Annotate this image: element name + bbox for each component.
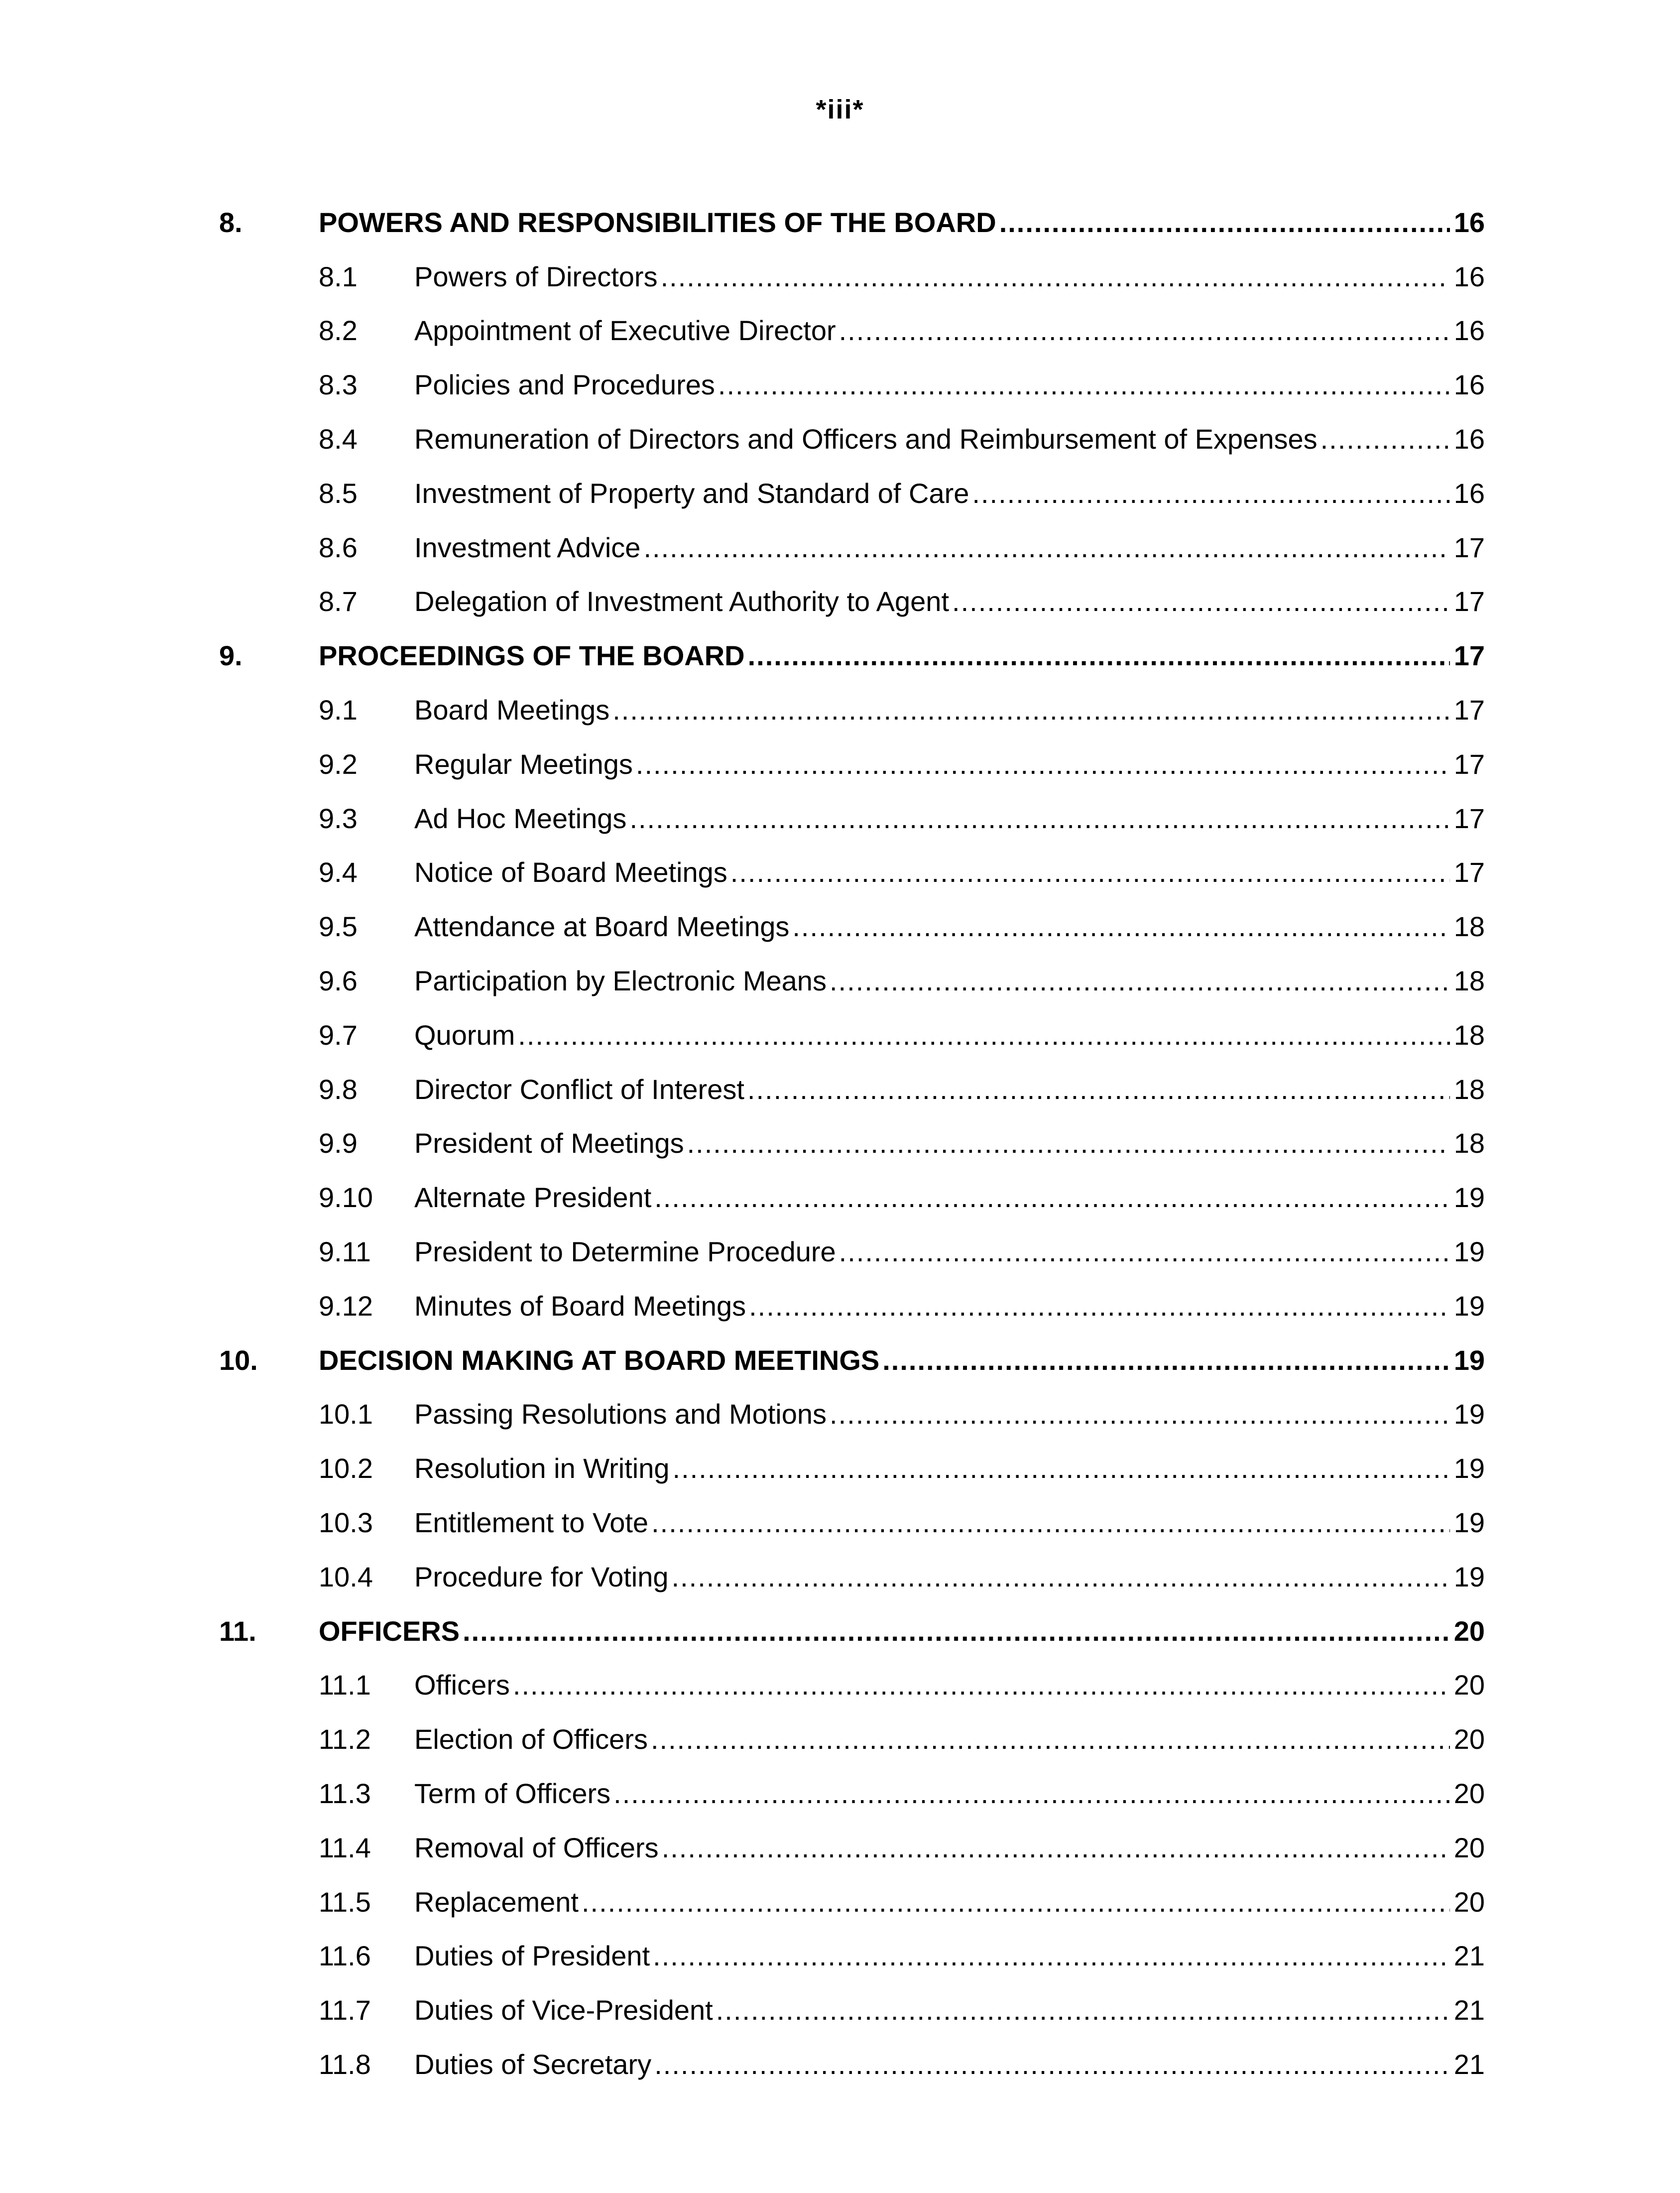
toc-entry-line (414, 1126, 1485, 1161)
toc-subsection-entry[interactable] (0, 359, 1680, 413)
toc-entry-number: 9. (219, 640, 242, 672)
toc-subsection-entry[interactable] (0, 1768, 1680, 1822)
toc-entry-page: 18 (1453, 1019, 1485, 1051)
toc-subsection-entry[interactable] (0, 305, 1680, 360)
toc-entry-page: 16 (1453, 260, 1485, 292)
toc-subsection-entry[interactable] (0, 468, 1680, 522)
toc-entry-title: PROCEEDINGS OF THE BOARD (319, 640, 745, 672)
toc-entry-line (414, 1180, 1485, 1215)
toc-dot-leader (661, 259, 1450, 294)
toc-dot-leader (830, 964, 1450, 998)
toc-dot-leader (792, 909, 1449, 944)
toc-entry-line (414, 693, 1485, 728)
toc-dot-leader (716, 1993, 1450, 2028)
toc-entry-number: 9.11 (319, 1235, 371, 1267)
toc-section-entry[interactable] (0, 1605, 1680, 1660)
toc-entry-number: 9.7 (319, 1019, 358, 1051)
toc-entry-title: Officers (414, 1669, 510, 1701)
toc-dot-leader (653, 1939, 1450, 1973)
toc-entry-number: 10.3 (319, 1506, 373, 1538)
toc-dot-leader (673, 1451, 1450, 1486)
toc-dot-leader (999, 205, 1450, 240)
toc-entry-page: 18 (1453, 1073, 1485, 1105)
toc-entry-title: POWERS AND RESPONSIBILITIES OF THE BOARD (319, 206, 996, 238)
toc-entry-line (414, 1776, 1485, 1811)
toc-entry-title: Alternate President (414, 1182, 652, 1214)
toc-subsection-entry[interactable] (0, 1009, 1680, 1064)
toc-dot-leader (613, 1776, 1450, 1811)
toc-dot-leader (582, 1885, 1450, 1920)
toc-entry-title: Duties of President (414, 1940, 650, 1972)
toc-entry-line (414, 747, 1485, 782)
toc-dot-leader (839, 1234, 1450, 1269)
toc-entry-title: Delegation of Investment Authority to Agent (414, 586, 950, 617)
toc-subsection-entry[interactable] (0, 1064, 1680, 1118)
toc-entry-title: OFFICERS (319, 1615, 460, 1647)
toc-subsection-entry[interactable] (0, 1931, 1680, 1985)
toc-entry-page: 19 (1453, 1344, 1485, 1376)
toc-entry-number: 9.2 (319, 748, 358, 780)
toc-entry-number: 11.1 (319, 1669, 371, 1701)
toc-dot-leader (718, 367, 1450, 402)
toc-entry-title: Notice of Board Meetings (414, 856, 727, 888)
toc-entry-page: 17 (1453, 748, 1485, 780)
toc-entry-line (414, 313, 1485, 348)
toc-entry-title: Ad Hoc Meetings (414, 802, 627, 834)
toc-subsection-entry[interactable] (0, 1226, 1680, 1280)
toc-entry-title: Duties of Vice-President (414, 1994, 713, 2026)
toc-section-entry[interactable] (0, 1335, 1680, 1389)
toc-dot-leader (1320, 422, 1450, 457)
toc-subsection-entry[interactable] (0, 1713, 1680, 1768)
toc-entry-number: 10.4 (319, 1561, 373, 1592)
toc-subsection-entry[interactable] (0, 1660, 1680, 1714)
toc-entry-number: 10.2 (319, 1453, 373, 1484)
toc-entry-page: 20 (1453, 1615, 1485, 1647)
toc-entry-page: 19 (1453, 1506, 1485, 1538)
toc-entry-page: 17 (1453, 640, 1485, 672)
toc-entry-title: DECISION MAKING AT BOARD MEETINGS (319, 1344, 880, 1376)
toc-entry-title: Investment of Property and Standard of Care (414, 477, 969, 509)
toc-subsection-entry[interactable] (0, 955, 1680, 1009)
toc-entry-page: 16 (1453, 315, 1485, 347)
toc-entry-title: Minutes of Board Meetings (414, 1290, 746, 1322)
toc-entry-number: 8.6 (319, 531, 358, 563)
table-of-contents (0, 197, 1680, 2093)
toc-dot-leader (749, 1289, 1450, 1324)
toc-dot-leader (747, 1072, 1450, 1107)
toc-subsection-entry[interactable] (0, 576, 1680, 630)
toc-entry-title: Regular Meetings (414, 748, 633, 780)
toc-entry-title: Board Meetings (414, 694, 610, 726)
toc-subsection-entry[interactable] (0, 1822, 1680, 1876)
toc-entry-number: 11. (219, 1615, 256, 1647)
toc-entry-number: 8.2 (319, 315, 358, 347)
toc-entry-title: Policies and Procedures (414, 369, 715, 401)
toc-entry-page: 17 (1453, 856, 1485, 888)
toc-entry-page: 20 (1453, 1831, 1485, 1863)
toc-entry-page: 19 (1453, 1182, 1485, 1214)
toc-entry-number: 8. (219, 206, 242, 238)
toc-subsection-entry[interactable] (0, 251, 1680, 305)
toc-entry-number: 9.1 (319, 694, 358, 726)
toc-entry-page: 18 (1453, 911, 1485, 943)
toc-entry-number: 9.6 (319, 965, 358, 996)
toc-entry-line (414, 1830, 1485, 1865)
toc-entry-title: Director Conflict of Interest (414, 1073, 744, 1105)
toc-subsection-entry[interactable] (0, 684, 1680, 738)
toc-entry-line (414, 476, 1485, 511)
toc-entry-line (414, 1885, 1485, 1920)
toc-subsection-entry[interactable] (0, 1984, 1680, 2039)
toc-entry-page: 19 (1453, 1398, 1485, 1430)
toc-dot-leader (654, 1180, 1449, 1215)
toc-entry-title: Powers of Directors (414, 260, 658, 292)
toc-entry-number: 9.10 (319, 1182, 373, 1214)
toc-dot-leader (672, 1560, 1450, 1594)
toc-entry-number: 11.4 (319, 1831, 371, 1863)
toc-entry-line (414, 964, 1485, 998)
toc-section-entry[interactable] (0, 197, 1680, 251)
toc-subsection-entry[interactable] (0, 901, 1680, 955)
toc-entry-line (414, 1072, 1485, 1107)
toc-entry-number: 8.5 (319, 477, 358, 509)
toc-entry-line (414, 259, 1485, 294)
toc-entry-line (414, 909, 1485, 944)
toc-subsection-entry[interactable] (0, 847, 1680, 901)
toc-entry-line (414, 1397, 1485, 1432)
toc-entry-title: Passing Resolutions and Motions (414, 1398, 827, 1430)
toc-entry-number: 9.3 (319, 802, 358, 834)
toc-subsection-entry[interactable] (0, 1876, 1680, 1931)
toc-dot-leader (651, 1505, 1450, 1540)
toc-dot-leader (513, 1668, 1450, 1703)
toc-entry-page: 20 (1453, 1669, 1485, 1701)
toc-entry-title: Appointment of Executive Director (414, 315, 836, 347)
toc-entry-title: Election of Officers (414, 1723, 648, 1755)
toc-entry-line (414, 584, 1485, 619)
toc-entry-page: 20 (1453, 1723, 1485, 1755)
toc-entry-title: Procedure for Voting (414, 1561, 669, 1592)
toc-entry-title: Entitlement to Vote (414, 1506, 649, 1538)
toc-entry-number: 9.8 (319, 1073, 358, 1105)
toc-dot-leader (972, 476, 1449, 511)
toc-entry-page: 20 (1453, 1886, 1485, 1918)
toc-section-entry[interactable] (0, 630, 1680, 684)
toc-entry-number: 11.7 (319, 1994, 371, 2026)
toc-subsection-entry[interactable] (0, 1172, 1680, 1226)
toc-entry-title: Participation by Electronic Means (414, 965, 827, 996)
toc-dot-leader (952, 584, 1450, 619)
toc-dot-leader (882, 1343, 1449, 1378)
toc-entry-title: Resolution in Writing (414, 1453, 670, 1484)
toc-subsection-entry[interactable] (0, 1551, 1680, 1605)
toc-entry-number: 9.9 (319, 1127, 358, 1159)
toc-dot-leader (662, 1830, 1450, 1865)
toc-entry-title: Remuneration of Directors and Officers and Reimbursement of Expenses (414, 423, 1318, 455)
toc-entry-line (414, 1289, 1485, 1324)
toc-entry-line (414, 801, 1485, 836)
toc-entry-line (319, 1614, 1485, 1649)
toc-subsection-entry[interactable] (0, 793, 1680, 847)
toc-entry-page: 17 (1453, 586, 1485, 617)
toc-dot-leader (748, 638, 1450, 673)
toc-dot-leader (654, 2047, 1450, 2082)
toc-entry-title: Attendance at Board Meetings (414, 911, 790, 943)
toc-dot-leader (643, 530, 1449, 565)
toc-entry-title: Term of Officers (414, 1777, 611, 1809)
toc-entry-line (414, 855, 1485, 890)
toc-entry-page: 16 (1453, 477, 1485, 509)
toc-subsection-entry[interactable] (0, 1443, 1680, 1497)
toc-dot-leader (730, 855, 1450, 890)
toc-subsection-entry[interactable] (0, 413, 1680, 468)
toc-entry-line (414, 1451, 1485, 1486)
toc-entry-number: 10.1 (319, 1398, 373, 1430)
toc-entry-line (414, 1993, 1485, 2028)
toc-entry-page: 17 (1453, 531, 1485, 563)
toc-entry-page: 19 (1453, 1235, 1485, 1267)
toc-entry-title: Duties of Secretary (414, 2048, 652, 2080)
toc-dot-leader (612, 693, 1449, 728)
toc-entry-number: 10. (219, 1344, 258, 1376)
toc-dot-leader (518, 1018, 1449, 1053)
toc-entry-line (414, 2047, 1485, 2082)
toc-entry-number: 9.4 (319, 856, 358, 888)
toc-subsection-entry[interactable] (0, 1118, 1680, 1172)
toc-entry-page: 21 (1453, 1994, 1485, 2026)
toc-entry-line (414, 1668, 1485, 1703)
toc-entry-line (414, 1560, 1485, 1594)
toc-entry-number: 9.5 (319, 911, 358, 943)
toc-entry-page: 21 (1453, 1940, 1485, 1972)
toc-dot-leader (463, 1614, 1450, 1649)
toc-dot-leader (687, 1126, 1450, 1161)
toc-entry-number: 8.1 (319, 260, 358, 292)
toc-entry-number: 8.3 (319, 369, 358, 401)
toc-entry-number: 11.6 (319, 1940, 371, 1972)
toc-entry-page: 19 (1453, 1290, 1485, 1322)
toc-entry-line (414, 1722, 1485, 1757)
toc-entry-line (414, 422, 1485, 457)
toc-entry-line (414, 1234, 1485, 1269)
toc-entry-title: President to Determine Procedure (414, 1235, 836, 1267)
toc-entry-line (319, 1343, 1485, 1378)
toc-entry-number: 8.7 (319, 586, 358, 617)
toc-entry-line (319, 638, 1485, 673)
toc-entry-page: 16 (1453, 369, 1485, 401)
toc-entry-page: 19 (1453, 1453, 1485, 1484)
toc-entry-page: 18 (1453, 1127, 1485, 1159)
toc-entry-number: 11.5 (319, 1886, 371, 1918)
toc-dot-leader (651, 1722, 1450, 1757)
toc-entry-page: 19 (1453, 1561, 1485, 1592)
toc-entry-number: 8.4 (319, 423, 358, 455)
toc-entry-line (414, 1018, 1485, 1053)
toc-entry-page: 18 (1453, 965, 1485, 996)
toc-entry-line (319, 205, 1485, 240)
toc-subsection-entry[interactable] (0, 522, 1680, 576)
toc-dot-leader (629, 801, 1449, 836)
toc-entry-page: 16 (1453, 206, 1485, 238)
toc-entry-page: 16 (1453, 423, 1485, 455)
toc-subsection-entry[interactable] (0, 2039, 1680, 2093)
toc-entry-number: 11.8 (319, 2048, 371, 2080)
toc-entry-title: Quorum (414, 1019, 515, 1051)
toc-subsection-entry[interactable] (0, 1497, 1680, 1551)
toc-subsection-entry[interactable] (0, 1280, 1680, 1335)
toc-dot-leader (830, 1397, 1450, 1432)
toc-subsection-entry[interactable] (0, 738, 1680, 793)
toc-subsection-entry[interactable] (0, 1389, 1680, 1443)
toc-entry-line (414, 1939, 1485, 1973)
toc-entry-line (414, 367, 1485, 402)
toc-entry-number: 9.12 (319, 1290, 373, 1322)
toc-entry-line (414, 1505, 1485, 1540)
toc-entry-title: President of Meetings (414, 1127, 684, 1159)
toc-dot-leader (636, 747, 1450, 782)
toc-entry-title: Investment Advice (414, 531, 641, 563)
toc-entry-page: 21 (1453, 2048, 1485, 2080)
toc-entry-title: Replacement (414, 1886, 579, 1918)
toc-entry-number: 11.3 (319, 1777, 371, 1809)
toc-entry-number: 11.2 (319, 1723, 371, 1755)
toc-entry-title: Removal of Officers (414, 1831, 659, 1863)
toc-dot-leader (839, 313, 1450, 348)
toc-entry-page: 17 (1453, 802, 1485, 834)
toc-entry-line (414, 530, 1485, 565)
toc-entry-page: 20 (1453, 1777, 1485, 1809)
page-number: *iii* (816, 95, 864, 124)
toc-entry-page: 17 (1453, 694, 1485, 726)
